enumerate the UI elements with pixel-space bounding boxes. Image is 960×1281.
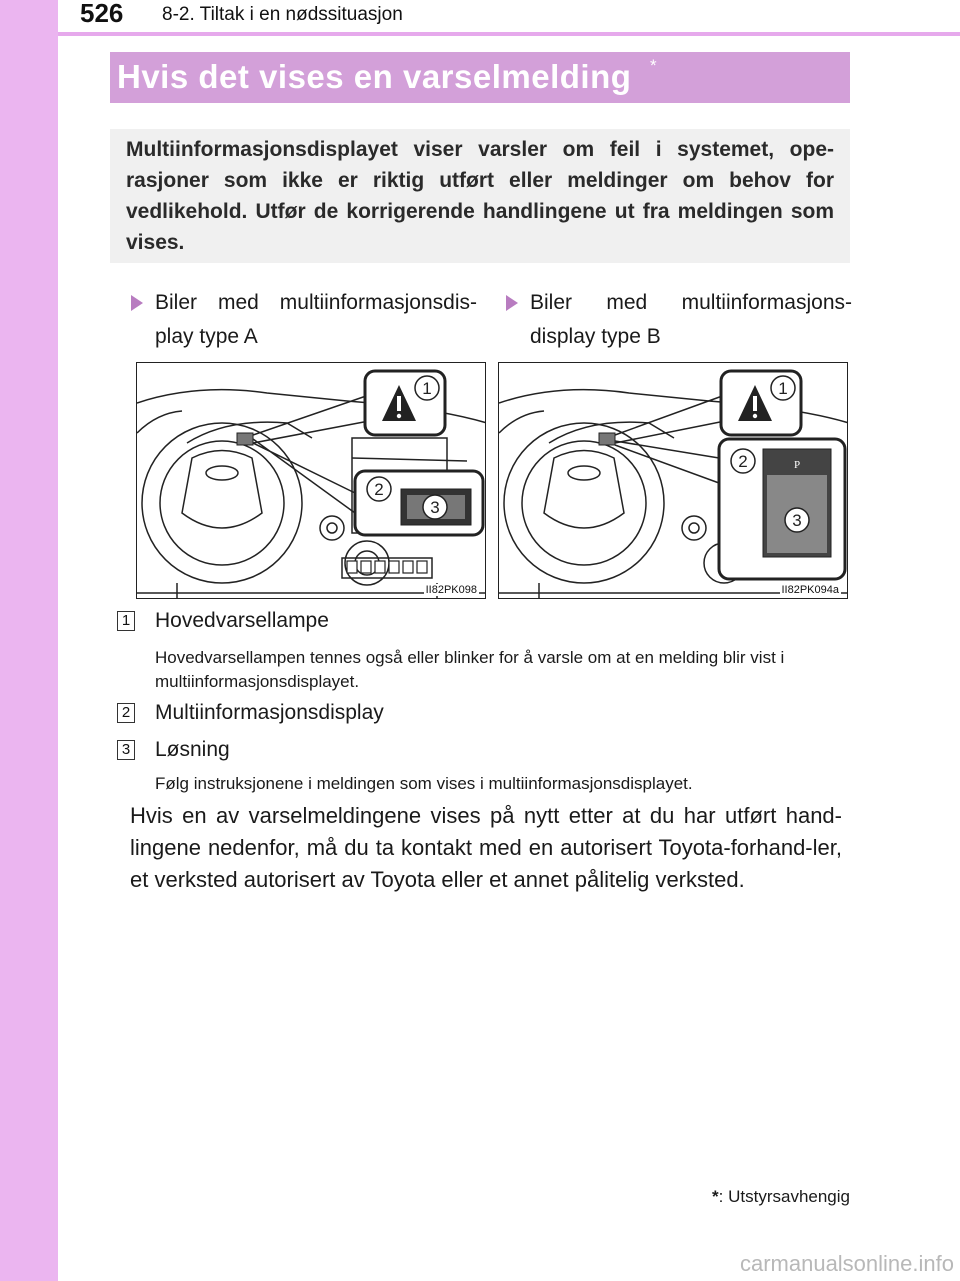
item-note-main-warning-light: Hovedvarsellampen tennes også eller blinker for å varsle om at en melding blir vist i multiinformasjonsdisplayet. [155,648,785,691]
item-label-solution: Løsning [155,738,230,761]
dashboard-drawing [137,363,486,599]
item-note-solution: Følg instruksjonene i meldingen som vises i multiinformasjonsdisplayet. [155,774,693,793]
body-paragraph: Hvis en av varselmeldingene vises på nytt etter at du har utført hand-lingene nedenfor, må du ta kontakt med en autorisert Toyota-forhand-ler, et verksted autorisert av Toyota eller et annet pålitelig verksted. [130,803,842,892]
footnote-text: : Utstyrsavhengig [718,1187,850,1206]
header-rule [58,32,960,36]
callout-1-number: 1 [778,379,788,398]
intro-text: Multiinformasjonsdisplayet viser varsler om feil i systemet, ope-rasjoner som ikke er riktig utført eller meldinger om behov for vedlikehold. Utfør de korrigerende handlingene ut fra meldingen som vises. [126,138,834,254]
callout-2-number: 2 [738,452,748,471]
item-label-multi-info-display: Multiinformasjonsdisplay [155,701,384,724]
item-number-badge: 1 [117,611,135,631]
column-heading-type-b [506,286,852,354]
callout-1-number: 1 [422,379,432,398]
triangle-bullet-icon [131,295,143,311]
callout-3-number: 3 [430,498,440,517]
column-heading-type-a [131,286,477,354]
triangle-bullet-icon [506,295,518,311]
callout-2-number: 2 [374,480,384,499]
column-heading-text: Biler med multiinformasjonsdis-play type A [155,291,477,348]
screen-glyph: P [793,459,801,471]
callout-3-number: 3 [792,511,802,530]
item-number-badge: 2 [117,703,135,723]
dashboard-illustration-type-a [136,362,486,599]
column-heading-text: Biler med multiinformasjons-display type B [530,291,852,348]
title-asterisk-icon: * [650,56,657,75]
illustration-code: II82PK094a [781,584,839,596]
item-label-main-warning-light: Hovedvarsellampe [155,609,329,632]
page-number: 526 [80,0,124,28]
item-number-badge: 3 [117,740,135,760]
section-heading: 8-2. Tiltak i en nødssituasjon [162,4,403,25]
watermark: carmanualsonline.info [739,1251,954,1276]
asterisk-icon: * [712,1187,719,1206]
dashboard-drawing [499,363,848,599]
footnote [712,1187,850,1207]
side-tab-strip [0,0,58,1281]
illustration-code: II82PK098 [425,584,477,596]
page-title: Hvis det vises en varselmelding [117,58,632,95]
dashboard-illustration-type-b [498,362,848,599]
